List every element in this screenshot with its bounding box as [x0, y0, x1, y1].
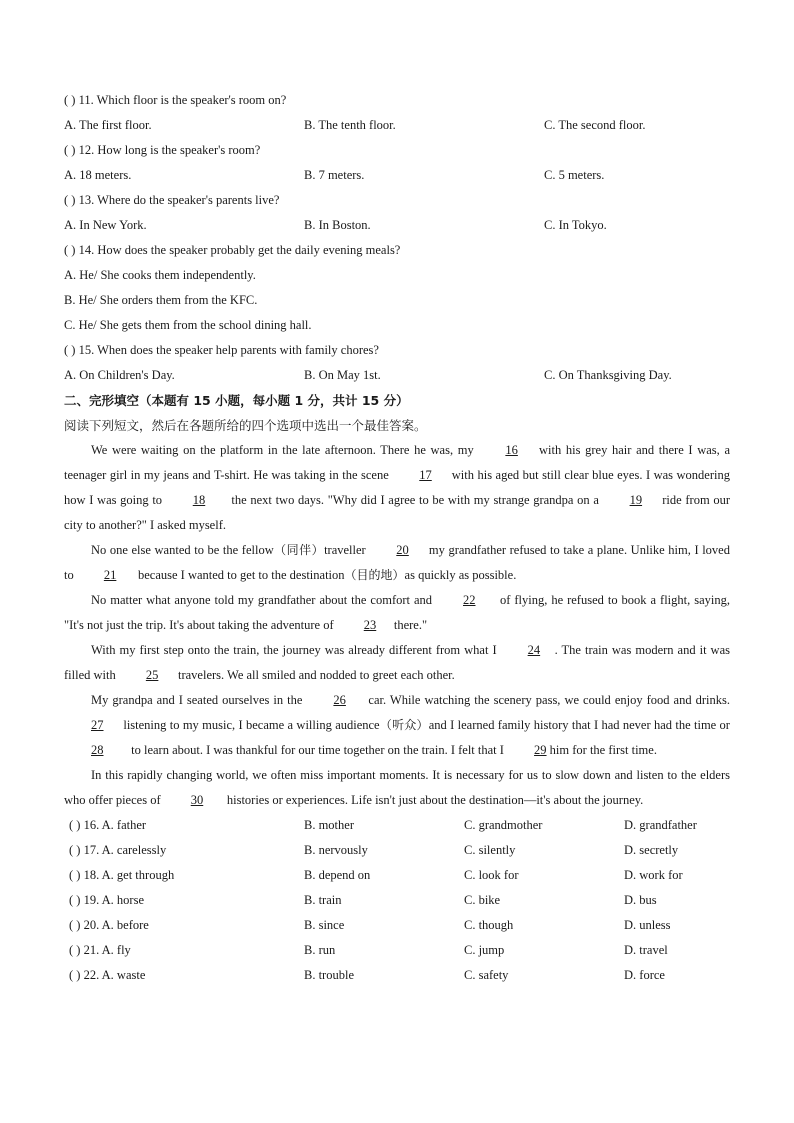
option-b: B. In Boston. [304, 218, 371, 232]
question-stem: ( ) 15. When does the speaker help parents with family chores? [64, 343, 379, 357]
option-c: C. bike [464, 893, 501, 907]
listening-section [64, 88, 730, 388]
blank-30: 30 [190, 793, 204, 807]
option-c: C. safety [464, 968, 509, 982]
option-a: A. On Children's Day. [64, 368, 175, 382]
blank-21: 21 [103, 568, 117, 582]
text: the next two days. "Why did I agree to be with my strange grandpa on a [227, 493, 603, 507]
blank-20: 20 [396, 543, 409, 557]
blank-19: 19 [629, 493, 643, 507]
blank-17: 17 [419, 468, 432, 482]
option-d: D. secretly [624, 843, 679, 857]
question-15 [64, 338, 730, 363]
answer-row-22 [64, 963, 730, 988]
blank-27: 27 [91, 718, 104, 732]
paragraph-2 [64, 538, 730, 588]
text: him for the first time. [546, 743, 657, 757]
option-d: D. work for [624, 868, 683, 882]
blank-28: 28 [91, 743, 104, 757]
option-a: A. The first floor. [64, 118, 152, 132]
option-b: B. train [304, 893, 342, 907]
text: with his grey hair and there I was, a teenager girl in my jeans and T-shirt. He was taking in the scene [64, 443, 730, 482]
option-b: B. On May 1st. [304, 368, 381, 382]
text: With my first step onto the train, the journey was already different from what I [91, 643, 501, 657]
option-b: B. mother [304, 818, 354, 832]
section-heading: 二、完形填空（本题有 15 小题，每小题 1 分，共计 15 分） [64, 393, 409, 408]
paragraph-3 [64, 588, 730, 638]
options-11 [64, 113, 730, 138]
text: ride from our city to another?" I asked myself. [64, 493, 731, 532]
text: car. While watching the scenery pass, we could enjoy food and drinks. [364, 693, 730, 707]
option-b: B. nervously [304, 843, 368, 857]
option-c: C. 5 meters. [544, 168, 605, 182]
question-stem: ( ) 11. Which floor is the speaker's room on? [64, 93, 287, 107]
answer-row-18 [64, 863, 730, 888]
option-b: B. The tenth floor. [304, 118, 396, 132]
text: my grandfather refused to take a plane. Unlike him, I loved to [64, 543, 730, 582]
blank-29: 29 [534, 743, 547, 757]
text: No matter what anyone told my grandfather about the comfort and [91, 593, 436, 607]
question-11 [64, 88, 730, 113]
text: and I learned family history that I had never had the time or [428, 718, 730, 732]
option-d: D. bus [624, 893, 657, 907]
text: . The train was modern and it was filled with [64, 643, 731, 682]
option-c: C. The second floor. [544, 118, 646, 132]
option-c: C. silently [464, 843, 516, 857]
question-13 [64, 188, 730, 213]
paragraph-5 [64, 688, 730, 763]
answer-row-19 [64, 888, 730, 913]
text: No one else wanted to be the fellow [91, 543, 274, 557]
text: We were waiting on the platform in the late afternoon. There he was, my [91, 443, 479, 457]
options-13 [64, 213, 730, 238]
text: My grandpa and I seated ourselves in the [91, 693, 307, 707]
question-stem: ( ) 12. How long is the speaker's room? [64, 143, 261, 157]
text: listening to my music, I became a willing audience [120, 718, 380, 732]
option-c: C. though [464, 918, 514, 932]
blank-16: 16 [505, 443, 518, 457]
text: traveller [324, 543, 370, 557]
option-b: B. run [304, 943, 336, 957]
option-c: C. jump [464, 943, 505, 957]
answer-row-16 [64, 813, 730, 838]
text: because I wanted to get to the destination [134, 568, 345, 582]
option-b: B. 7 meters. [304, 168, 365, 182]
cloze-passage [64, 438, 730, 813]
paragraph-6 [64, 763, 730, 813]
exam-page [64, 88, 730, 988]
blank-23: 23 [363, 618, 377, 632]
question-number: ( ) 17. A. carelessly [69, 843, 167, 857]
option-c: C. In Tokyo. [544, 218, 607, 232]
answer-row-20 [64, 913, 730, 938]
options-15 [64, 363, 730, 388]
blank-24: 24 [527, 643, 541, 657]
blank-25: 25 [145, 668, 159, 682]
text: histories or experiences. Life isn't just about the destination—it's about the journey. [223, 793, 644, 807]
text: as quickly as possible. [404, 568, 517, 582]
text: travelers. We all smiled and nodded to greet each other. [174, 668, 455, 682]
option-c: C. look for [464, 868, 519, 882]
option-a: A. 18 meters. [64, 168, 132, 182]
question-number: ( ) 18. A. get through [69, 868, 175, 882]
answer-row-21 [64, 938, 730, 963]
blank-22: 22 [463, 593, 476, 607]
text: of flying, he refused to book a flight, saying, "It's not just the trip. It's about taking the adventure of [64, 593, 730, 632]
gloss: （同伴） [273, 543, 325, 557]
question-stem: ( ) 13. Where do the speaker's parents live? [64, 193, 280, 207]
gloss: （听众） [379, 718, 429, 732]
option-a: A. He/ She cooks them independently. [64, 268, 256, 282]
question-14 [64, 238, 730, 263]
option-d: D. travel [624, 943, 668, 957]
option-d: D. force [624, 968, 665, 982]
question-12 [64, 138, 730, 163]
blank-18: 18 [192, 493, 206, 507]
question-number: ( ) 19. A. horse [69, 893, 144, 907]
answer-row-17 [64, 838, 730, 863]
option-d: D. grandfather [624, 818, 697, 832]
question-stem: ( ) 14. How does the speaker probably get the daily evening meals? [64, 243, 401, 257]
text: to learn about. I was thankful for our time together on the train. I felt that I [128, 743, 508, 757]
question-number: ( ) 21. A. fly [69, 943, 131, 957]
option-b: B. He/ She orders them from the KFC. [64, 293, 258, 307]
text: there." [390, 618, 428, 632]
option-d: D. unless [624, 918, 671, 932]
option-c: C. He/ She gets them from the school dining hall. [64, 318, 312, 332]
options-12 [64, 163, 730, 188]
option-b: B. since [304, 918, 345, 932]
answer-options [64, 813, 730, 988]
question-number: ( ) 20. A. before [69, 918, 149, 932]
text: In this rapidly changing world, we often miss important moments. It is necessary for us to slow down and listen to the elders who offer pieces of [64, 768, 730, 807]
option-b: B. depend on [304, 868, 371, 882]
option-c: C. On Thanksgiving Day. [544, 368, 672, 382]
gloss: （目的地） [344, 568, 405, 582]
question-number: ( ) 16. A. father [69, 818, 147, 832]
paragraph-4 [64, 638, 730, 688]
paragraph-1 [64, 438, 730, 538]
text: with his aged but still clear blue eyes. I was wondering how I was going to [64, 468, 730, 507]
option-b: B. trouble [304, 968, 354, 982]
option-c: C. grandmother [464, 818, 543, 832]
blank-26: 26 [333, 693, 346, 707]
option-a: A. In New York. [64, 218, 147, 232]
section-instruction: 阅读下列短文，然后在各题所给的四个选项中选出一个最佳答案。 [64, 418, 427, 433]
question-number: ( ) 22. A. waste [69, 968, 146, 982]
